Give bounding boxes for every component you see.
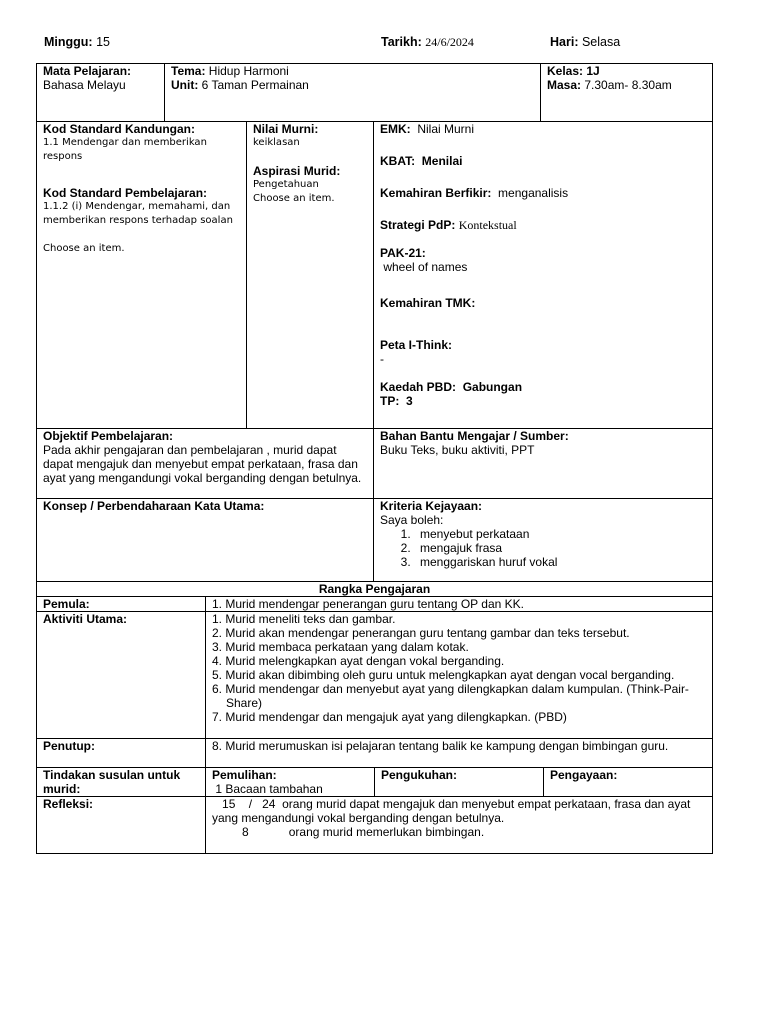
hari-label: Hari: — [550, 35, 579, 49]
mata-pelajaran-label: Mata Pelajaran: — [43, 64, 132, 78]
emk-kbat-cell — [374, 122, 713, 429]
rangka-table — [36, 581, 713, 854]
minggu-field — [44, 35, 112, 49]
kelas-label: Kelas: — [547, 64, 584, 78]
masa-value[interactable]: 7.30am- 8.30am — [584, 78, 672, 92]
penutup-label: Penutup: — [37, 739, 206, 768]
refleksi-cell — [206, 797, 713, 854]
peta-ithink-value[interactable]: - — [380, 352, 384, 366]
aspirasi-choose-item[interactable]: Choose an item. — [253, 193, 335, 204]
pemula-label: Pemula: — [37, 597, 206, 612]
objektif-value[interactable]: Pada akhir pengajaran dan pembelajaran , murid dapat dapat mengajuk dan menyebut empat perkataan, frasa dan ayat yang mengandungi vokal berganding dengan betulnya. — [43, 443, 362, 485]
hari-value[interactable]: Selasa — [581, 35, 621, 49]
objektif-cell — [37, 429, 374, 499]
kemahiran-tmk-label: Kemahiran TMK: — [380, 296, 476, 310]
ksk-label: Kod Standard Kandungan: — [43, 122, 195, 136]
refleksi-count-b[interactable]: 24 — [262, 797, 276, 811]
pengayaan-label: Pengayaan: — [550, 768, 618, 782]
aktiviti-item[interactable]: 1. Murid meneliti teks dan gambar. — [212, 612, 396, 626]
aktiviti-item[interactable]: 4. Murid melengkapkan ayat dengan vokal berganding. — [212, 654, 505, 668]
aktiviti-item[interactable]: 2. Murid akan mendengar penerangan guru tentang gambar dan teks tersebut. — [212, 626, 630, 640]
penutup-value[interactable]: 8. Murid merumuskan isi pelajaran tentang balik ke kampung dengan bimbingan guru. — [212, 739, 669, 753]
minggu-label: Minggu: — [44, 35, 93, 49]
refleksi-count-c[interactable]: 8 — [242, 825, 249, 839]
tp-value[interactable]: 3 — [406, 394, 413, 408]
tema-value[interactable]: Hidup Harmoni — [208, 64, 289, 78]
tarikh-field — [381, 35, 474, 50]
hari-field — [550, 35, 621, 49]
bahan-bantu-label: Bahan Bantu Mengajar / Sumber: — [380, 429, 569, 443]
tp-label: TP: — [380, 394, 400, 408]
aktiviti-label: Aktiviti Utama: — [37, 612, 206, 739]
emk-value[interactable]: Nilai Murni — [417, 122, 475, 136]
ksp-choose-item[interactable]: Choose an item. — [43, 243, 125, 254]
emk-label: EMK: — [380, 122, 411, 136]
standard-table — [36, 121, 713, 582]
pak21-value[interactable]: wheel of names — [383, 260, 468, 274]
bahan-bantu-cell — [374, 429, 713, 499]
tarikh-value[interactable]: 24/6/2024 — [425, 35, 474, 49]
pemula-value[interactable]: 1. Murid mendengar penerangan guru tentang OP dan KK. — [206, 597, 713, 612]
kriteria-label: Kriteria Kejayaan: — [380, 499, 483, 513]
bahan-bantu-value[interactable]: Buku Teks, buku aktiviti, PPT — [380, 443, 535, 457]
subject-table — [36, 63, 713, 122]
kelas-masa-cell — [541, 64, 713, 122]
kbat-value[interactable]: Menilai — [421, 154, 463, 168]
refleksi-text-c: orang murid memerlukan bimbingan. — [288, 825, 485, 839]
pengukuhan-label: Pengukuhan: — [381, 768, 458, 782]
kbat-label: KBAT: — [380, 154, 416, 168]
refleksi-slash: / — [248, 797, 253, 811]
tindakan-label: Tindakan susulan untuk murid: — [37, 768, 206, 797]
konsep-label[interactable]: Konsep / Perbendaharaan Kata Utama: — [43, 499, 265, 513]
nilai-murni-label: Nilai Murni: — [253, 122, 319, 136]
aspirasi-value[interactable]: Pengetahuan — [253, 179, 319, 190]
tema-label: Tema: — [171, 64, 206, 78]
unit-label: Unit: — [171, 78, 199, 92]
peta-ithink-label: Peta I-Think: — [380, 338, 453, 352]
pemulihan-label: Pemulihan: — [212, 768, 277, 782]
kelas-value[interactable]: 1J — [586, 64, 600, 78]
aktiviti-item[interactable]: 7. Murid mendengar dan mengajuk ayat yang dilengkapkan. (PBD) — [212, 710, 567, 724]
aspirasi-label: Aspirasi Murid: — [253, 164, 341, 178]
strategi-value[interactable]: Kontekstual — [458, 218, 517, 232]
aktiviti-item[interactable]: 5. Murid akan dibimbing oleh guru untuk melengkapkan ayat dengan vocal berganding. — [212, 668, 675, 682]
tema-unit-cell — [165, 64, 541, 122]
nilai-murni-value[interactable]: keiklasan — [253, 137, 300, 148]
ksp-value[interactable]: 1.1.2 (i) Mendengar, memahami, dan memberikan respons terhadap soalan — [43, 201, 233, 226]
minggu-value[interactable]: 15 — [96, 35, 110, 49]
strategi-label: Strategi PdP: — [380, 218, 456, 232]
kod-standard-cell — [37, 122, 247, 429]
kriteria-list — [380, 527, 706, 569]
mata-pelajaran-cell — [37, 64, 165, 122]
masa-label: Masa: — [547, 78, 582, 92]
kriteria-cell — [374, 499, 713, 582]
rangka-title: Rangka Pengajaran — [37, 582, 713, 597]
refleksi-label: Refleksi: — [37, 797, 206, 854]
ksk-value[interactable]: 1.1 Mendengar dan memberikan respons — [43, 137, 207, 162]
unit-value[interactable]: 6 Taman Permainan — [201, 78, 309, 92]
aktiviti-cell — [206, 612, 713, 739]
pengukuhan-cell — [375, 768, 544, 797]
kriteria-item[interactable]: 2. mengajuk frasa — [414, 541, 706, 555]
pemulihan-value[interactable]: 1 Bacaan tambahan — [215, 782, 323, 796]
penutup-cell — [206, 739, 713, 768]
mata-pelajaran-value[interactable]: Bahasa Melayu — [43, 78, 126, 92]
kemahiran-berfikir-value[interactable]: menganalisis — [498, 186, 569, 200]
refleksi-count-a[interactable]: 15 — [222, 797, 236, 811]
kriteria-intro: Saya boleh: — [380, 513, 444, 527]
kemahiran-berfikir-label: Kemahiran Berfikir: — [380, 186, 492, 200]
kriteria-item[interactable]: 3. menggariskan huruf vokal — [414, 555, 706, 569]
konsep-cell — [37, 499, 374, 582]
tarikh-label: Tarikh: — [381, 35, 422, 49]
pengayaan-cell — [544, 768, 713, 797]
kriteria-item[interactable]: 1. menyebut perkataan — [414, 527, 706, 541]
aktiviti-item[interactable]: 6. Murid mendengar dan menyebut ayat yang dilengkapkan dalam kumpulan. (Think-Pair-Share) — [212, 682, 689, 710]
ksp-label: Kod Standard Pembelajaran: — [43, 186, 208, 200]
objektif-label: Objektif Pembelajaran: — [43, 429, 174, 443]
nilai-aspirasi-cell — [247, 122, 374, 429]
refleksi-text-a: orang murid dapat mengajuk dan menyebut empat perkataan, frasa dan ayat yang mengandungi vokal berganding dengan betulnya. — [212, 797, 691, 825]
aktiviti-item[interactable]: 3. Murid membaca perkataan yang dalam kotak. — [212, 640, 469, 654]
kaedah-pbd-label: Kaedah PBD: — [380, 380, 457, 394]
kaedah-pbd-value[interactable]: Gabungan — [462, 380, 523, 394]
pemulihan-cell — [206, 768, 375, 797]
pak21-label: PAK-21: — [380, 246, 426, 260]
